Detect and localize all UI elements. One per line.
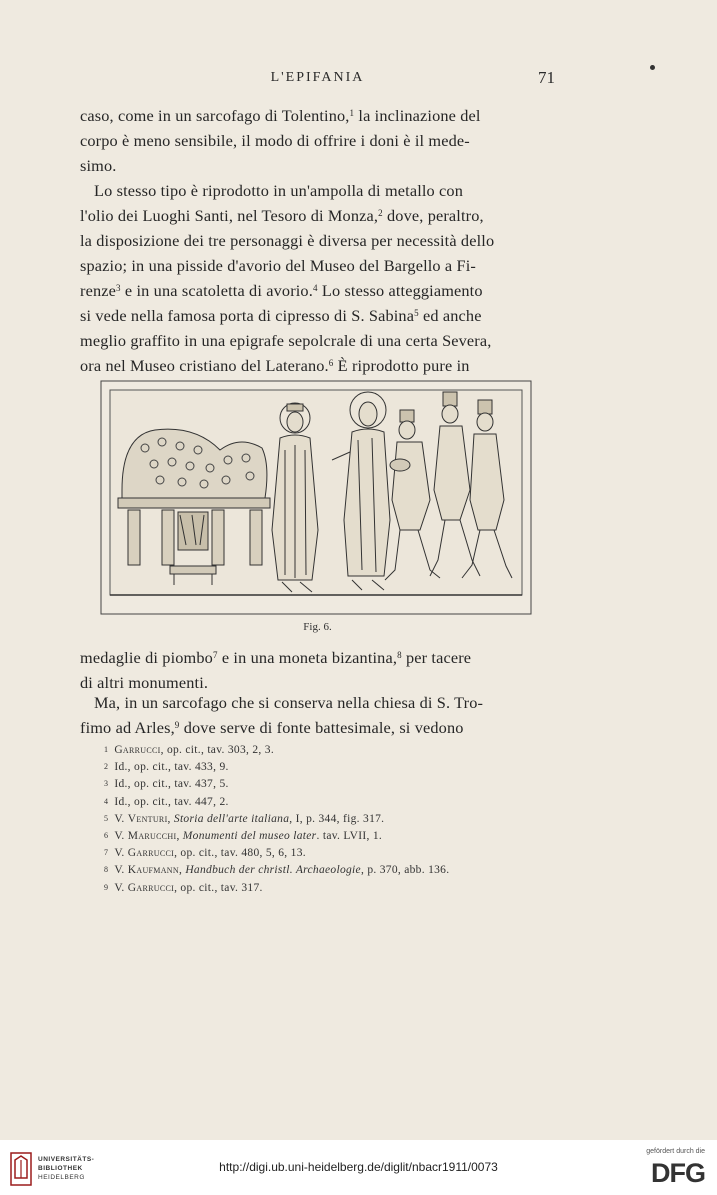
figure-epiphany-engraving xyxy=(100,380,532,615)
footnote-ref: 2 xyxy=(378,208,383,218)
footnote-1: $^1$ Garrucci, op. cit., tav. 303, 2, 3. xyxy=(104,744,274,756)
footnote-ref: 1 xyxy=(349,108,355,118)
margin-mark xyxy=(650,65,655,70)
paragraph-2: Lo stesso tipo è riprodotto in un'ampolla di metallo con l'olio dei Luoghi Santi, nel Tesoro di Monza,$^2$ dove, peraltro, la disposizione dei tre personaggi è diversa per necessità dello spazio; in una pisside d'avorio del Museo del Bargello a Fi- renze$^3$ e in una scatoletta di avorio.$^4$ Lo stesso atteggiamento si vede nella famosa porta di cipresso di S. Sabina$^5$ ed anche meglio graffito in una epigrafe sepolcrale di una certa Severa, ora nel Museo cristiano del Laterano.$^6$ È riprodotto pure in xyxy=(80,181,495,375)
footnote-3: $^3$ Id., op. cit., tav. 437, 5. xyxy=(104,778,229,791)
running-title: L'EPIFANIA xyxy=(270,70,365,85)
footnote-9: $^9$ V. Garrucci, op. cit., tav. 317. xyxy=(104,881,263,894)
page-number: 71 xyxy=(538,68,555,87)
footnote-ref: 5 xyxy=(414,308,419,318)
viewer-footer xyxy=(0,1140,717,1195)
footnote-ref: 4 xyxy=(312,283,318,293)
footnote-ref: 9 xyxy=(174,720,180,730)
footnote-7: $^7$ V. Garrucci, op. cit., tav. 480, 5, 6, 13. xyxy=(104,847,306,860)
footnote-8: $^8$ V. Kaufmann, Handbuch der christl. Archaeologie, p. 370, abb. 136. xyxy=(104,864,450,877)
library-name-line-1: UNIVERSITÄTS- xyxy=(38,1156,95,1163)
library-name-line-2: BIBLIOTHEK xyxy=(38,1165,83,1172)
running-header xyxy=(80,70,555,94)
paragraph-4: Ma, in un sarcofago che si conserva nella chiesa di S. Tro- fimo ad Arles,$^9$ dove serve di fonte battesimale, si vedono xyxy=(80,693,484,737)
footnote-4: $^4$ Id., op. cit., tav. 447, 2. xyxy=(104,795,229,808)
permalink-url[interactable]: http://digi.ub.uni-heidelberg.de/diglit/nbacr1911/0073 xyxy=(219,1160,498,1174)
library-name-line-3: HEIDELBERG xyxy=(38,1174,85,1181)
dfg-logo: DFG xyxy=(651,1158,705,1188)
footnotes xyxy=(104,742,564,897)
footnote-2: $^2$ Id., op. cit., tav. 433, 9. xyxy=(104,761,229,774)
footnote-ref: 7 xyxy=(212,650,218,660)
footnote-ref: 3 xyxy=(116,283,121,293)
footnote-6: $^6$ V. Marucchi, Monumenti del museo later. tav. LVII, 1. xyxy=(104,829,383,842)
footnote-5: $^5$ V. Venturi, Storia dell'arte italiana, I, p. 344, fig. 317. xyxy=(104,812,385,825)
paragraph-3: medaglie di piombo$^7$ e in una moneta bizantina,$^8$ per tacere di altri monumenti. xyxy=(80,648,472,692)
footnote-ref: 8 xyxy=(397,650,402,660)
figure-caption: Fig. 6. xyxy=(303,621,332,633)
sponsor-text: gefördert durch die xyxy=(646,1148,705,1155)
dfg-sponsor[interactable] xyxy=(625,1148,705,1190)
paragraph-1: caso, come in un sarcofago di Tolentino,$^1$ la inclinazione del corpo è meno sensibile, il modo di offrire i doni è il mede- simo. xyxy=(80,106,481,175)
footnote-ref: 6 xyxy=(328,358,334,368)
